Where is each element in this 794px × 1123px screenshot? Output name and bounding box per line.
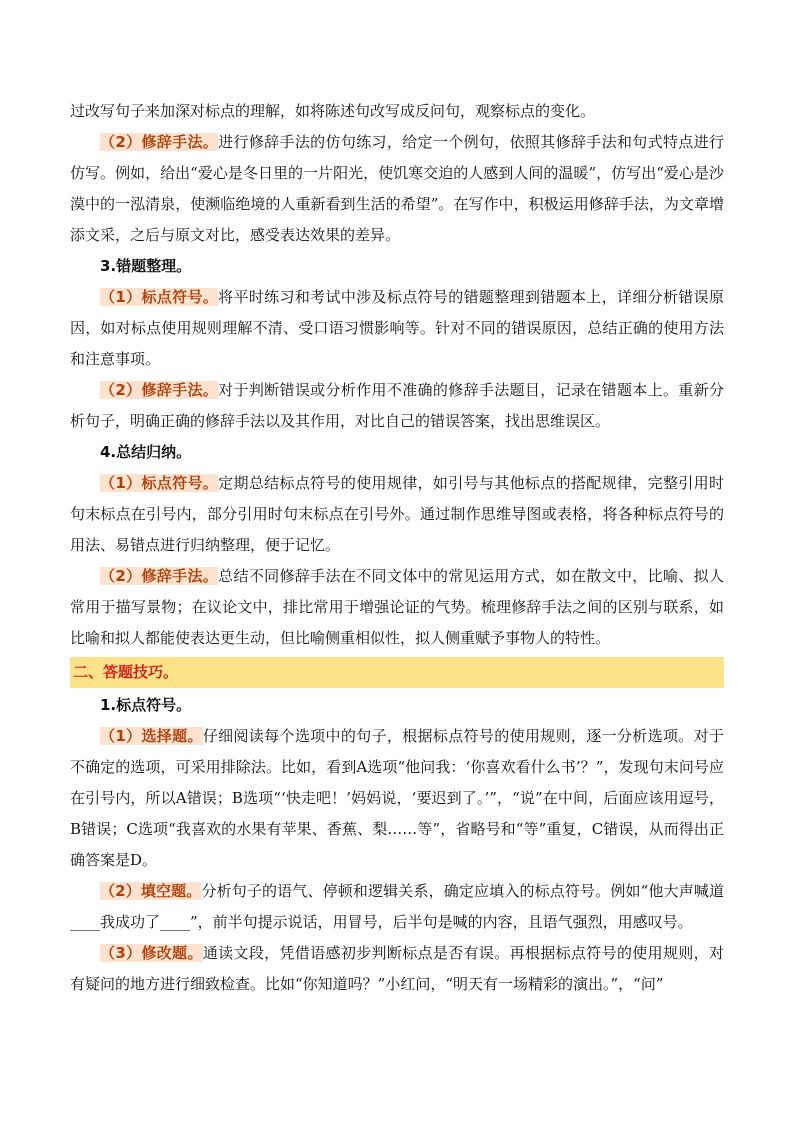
section-banner-answer-skills: 二、答题技巧。 — [70, 657, 724, 688]
paragraph-error-rhetoric — [70, 375, 724, 437]
paragraph-text: 进行修辞手法的仿句练习，给定一个例句，依照其修辞手法和句式特点进行仿写。例如，给出“爱心是冬日里的一片阳光，使饥寒交迫的人感到人间的温暖”，仿写出“爱心是沙漠中的一泓清泉，使濒临绝境的人重新看到生活的希望”。在写作中，积极运用修辞手法，为文章增添文采，之后与原文对比，感受表达效果的差异。 — [70, 133, 724, 244]
paragraph-rewrite-sentences — [70, 96, 724, 127]
subheading-punctuation: 1.标点符号。 — [100, 696, 192, 714]
paragraph-summary-rhetoric — [70, 561, 724, 654]
highlight-label: （2）修辞手法。 — [100, 133, 219, 151]
highlight-label: （2）修辞手法。 — [100, 381, 219, 399]
paragraph-text: 仔细阅读每个选项中的句子，根据标点符号的使用规则，逐一分析选项。对于不确定的选项，可采用排除法。比如，看到A选项“他问我：‘你喜欢看什么书’？”，发现句末问号应在引号内，所以A错误；B选项“‘快走吧！’妈妈说，‘要迟到了。’”，“说”在中间，后面应该用逗号，B错误；C选项“我喜欢的水果有苹果、香蕉、梨……等”，省略号和“等”重复，C错误，从而得出正确答案是D。 — [70, 727, 724, 869]
paragraph-text: 分析句子的语气、停顿和逻辑关系，确定应填入的标点符号。例如“他大声喊道____我成功了____”，前半句提示说话，用冒号，后半句是喊的内容，且语气强烈，用感叹号。 — [70, 882, 724, 931]
subheading-error-collection: 3.错题整理。 — [100, 257, 192, 275]
paragraph-text: 通读文段，凭借语感初步判断标点是否有误。再根据标点符号的使用规则，对有疑问的地方进行细致检查。比如“你知道吗？”小红问，“明天有一场精彩的演出。”，“问” — [70, 944, 724, 993]
paragraph-rhetoric-practice — [70, 127, 724, 251]
paragraph-text: 对于判断错误或分析作用不准确的修辞手法题目，记录在错题本上。重新分析句子，明确正确的修辞手法以及其作用，对比自己的错误答案，找出思维误区。 — [70, 381, 724, 430]
highlight-label: （1）选择题。 — [100, 727, 203, 745]
paragraph-text: 总结不同修辞手法在不同文体中的常见运用方式，如在散文中，比喻、拟人常用于描写景物；在议论文中，排比常用于增强论证的气势。梳理修辞手法之间的区别与联系，如比喻和拟人都能使表达更生动，但比喻侧重相似性，拟人侧重赋予事物人的特性。 — [70, 567, 724, 647]
document-body — [70, 96, 724, 1000]
paragraph-fill-blank — [70, 876, 724, 938]
paragraph-error-punctuation — [70, 282, 724, 375]
paragraph-text: 过改写句子来加深对标点的理解，如将陈述句改写成反问句，观察标点的变化。 — [70, 102, 596, 120]
paragraph-text: 将平时练习和考试中涉及标点符号的错题整理到错题本上，详细分析错误原因，如对标点使用规则理解不清、受口语习惯影响等。针对不同的错误原因，总结正确的使用方法和注意事项。 — [70, 288, 724, 368]
paragraph-text: 定期总结标点符号的使用规律，如引号与其他标点的搭配规律，完整引用时句末标点在引号内，部分引用时句末标点在引号外。通过制作思维导图或表格，将各种标点符号的用法、易错点进行归纳整理，便于记忆。 — [70, 474, 724, 554]
highlight-label: （3）修改题。 — [100, 944, 203, 962]
highlight-label: （1）标点符号。 — [100, 474, 219, 492]
highlight-label: （2）修辞手法。 — [100, 567, 219, 585]
subheading-summary: 4.总结归纳。 — [100, 443, 192, 461]
paragraph-summary-punctuation — [70, 468, 724, 561]
highlight-label: （2）填空题。 — [100, 882, 202, 900]
highlight-label: （1）标点符号。 — [100, 288, 219, 306]
paragraph-multiple-choice — [70, 721, 724, 876]
paragraph-correction — [70, 938, 724, 1000]
